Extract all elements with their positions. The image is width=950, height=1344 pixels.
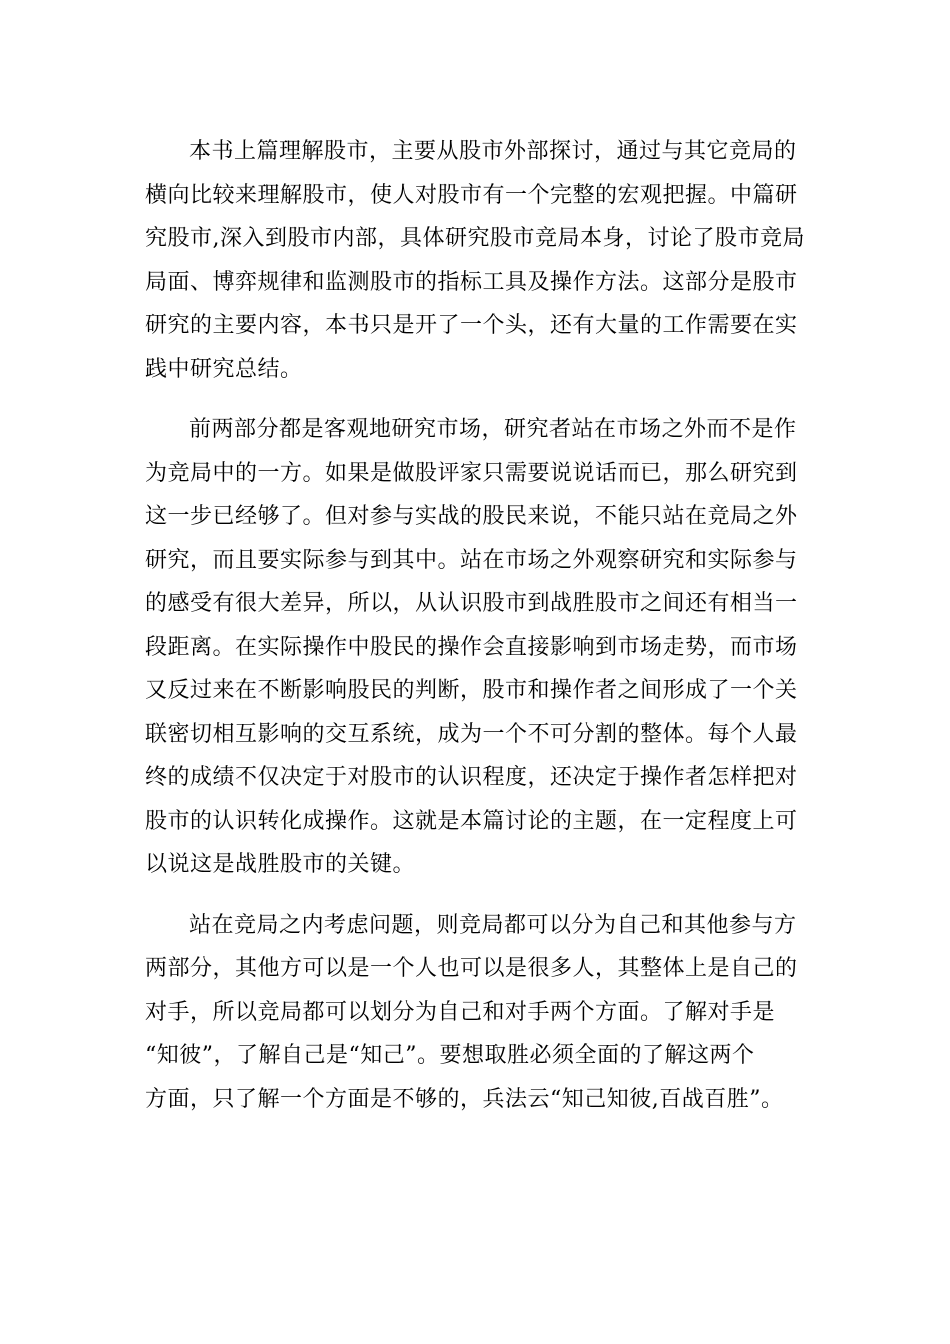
paragraph-3 — [145, 904, 805, 1122]
text-line: 股市的认识转化成操作。这就是本篇讨论的主题，在一定程度上可 — [145, 808, 798, 834]
text-line: 方面，只了解一个方面是不够的，兵法云“知己知彼,百战百胜”。 — [145, 1086, 784, 1112]
text-line: 以说这是战胜股市的关键。 — [145, 852, 416, 877]
text-line: 践中研究总结。 — [145, 356, 303, 382]
text-line: 究股市,深入到股市内部，具体研究股市竞局本身，讨论了股市竞局 — [145, 226, 805, 251]
paragraph-gap — [145, 391, 805, 408]
text-line: 前两部分都是客观地研究市场，研究者站在市场之外而不是作 — [189, 417, 797, 442]
text-line: 两部分，其他方可以是一个人也可以是很多人，其整体上是自己的 — [145, 956, 798, 981]
paragraph-gap — [145, 887, 805, 904]
text-line: 终的成绩不仅决定于对股市的认识程度，还决定于操作者怎样把对 — [145, 765, 798, 790]
text-line: 研究的主要内容，本书只是开了一个头，还有大量的工作需要在实 — [145, 313, 798, 338]
text-line: “知彼”，了解自己是“知己”。要想取胜必须全面的了解这两个 — [145, 1043, 755, 1068]
document-page — [145, 130, 805, 1121]
text-line: 又反过来在不断影响股民的判断，股市和操作者之间形成了一个关 — [145, 678, 798, 703]
text-line: 联密切相互影响的交互系统，成为一个不可分割的整体。每个人最 — [145, 721, 798, 747]
text-line: 横向比较来理解股市，使人对股市有一个完整的宏观把握。中篇研 — [145, 182, 798, 208]
text-line: 研究，而且要实际参与到其中。站在市场之外观察研究和实际参与 — [145, 547, 798, 573]
text-line: 站在竞局之内考虑问题，则竞局都可以分为自己和其他参与方 — [189, 912, 797, 938]
text-line: 局面、博弈规律和监测股市的指标工具及操作方法。这部分是股市 — [145, 269, 798, 295]
text-line: 对手，所以竞局都可以划分为自己和对手两个方面。了解对手是 — [145, 999, 776, 1025]
paragraph-1 — [145, 130, 805, 391]
text-line: 这一步已经够了。但对参与实战的股民来说，不能只站在竞局之外 — [145, 504, 798, 529]
paragraph-2 — [145, 408, 805, 887]
text-line: 的感受有很大差异，所以，从认识股市到战胜股市之间还有相当一 — [145, 591, 798, 616]
text-line: 段距离。在实际操作中股民的操作会直接影响到市场走势，而市场 — [145, 634, 798, 660]
text-line: 本书上篇理解股市，主要从股市外部探讨，通过与其它竞局的 — [189, 139, 797, 164]
text-line: 为竞局中的一方。如果是做股评家只需要说说话而已，那么研究到 — [145, 460, 798, 486]
